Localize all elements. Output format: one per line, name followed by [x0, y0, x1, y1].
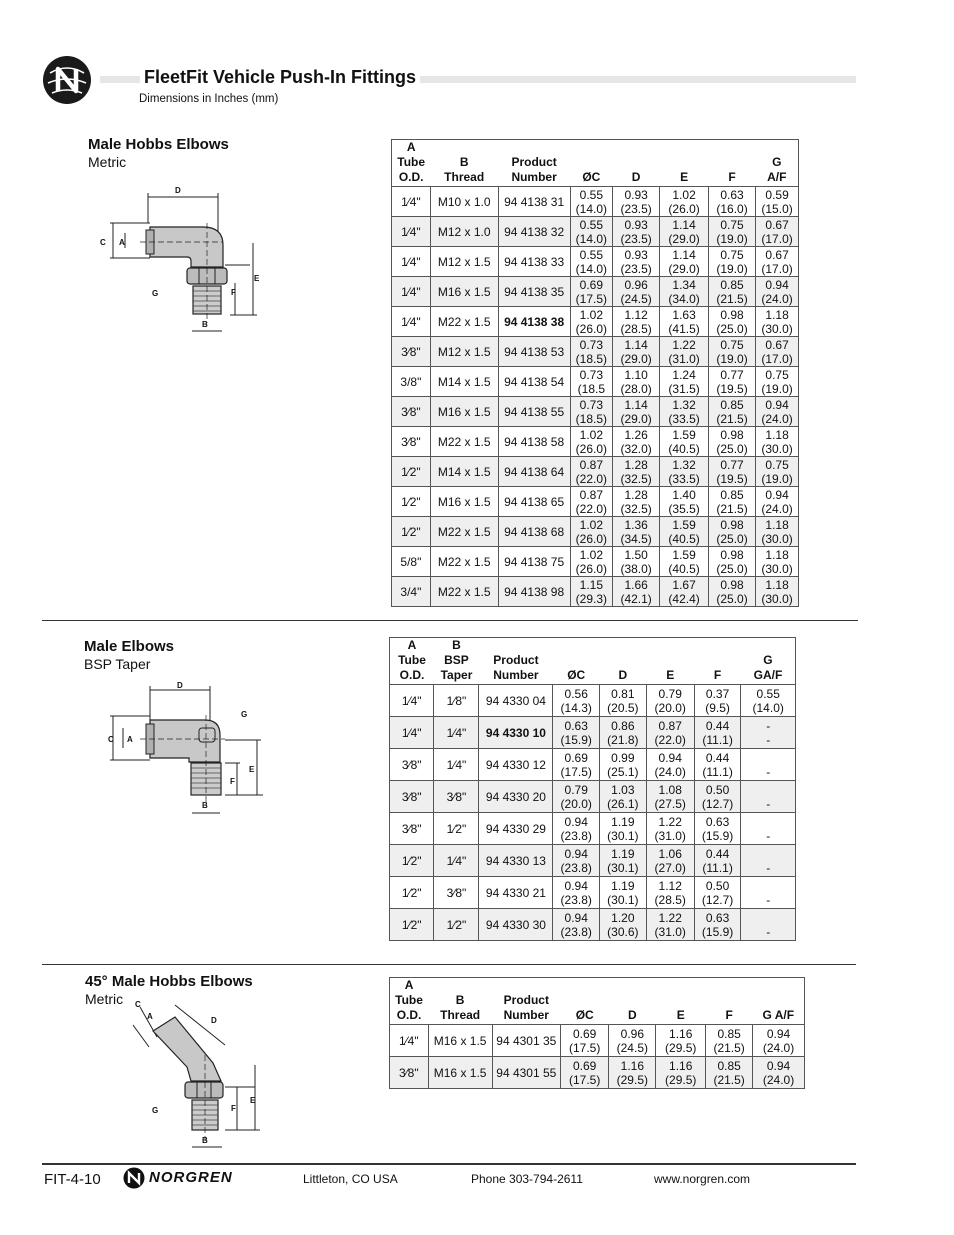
- column-header: G A/F: [756, 140, 799, 187]
- page-subtitle: Dimensions in Inches (mm): [139, 93, 279, 105]
- table-cell: 0.44 (11.1): [694, 717, 741, 749]
- table-cell: 1⁄4": [392, 247, 431, 277]
- table-row: [390, 717, 796, 749]
- page-title: FleetFit Vehicle Push-In Fittings: [140, 67, 420, 88]
- section-subtitle: Metric: [88, 154, 127, 170]
- table-cell: M22 x 1.5: [430, 517, 498, 547]
- table-cell: 0.69 (17.5): [560, 1057, 608, 1089]
- table-cell: 1⁄2": [390, 909, 434, 941]
- footer-website[interactable]: www.norgren.com: [654, 1172, 751, 1186]
- table-cell: 0.50 (12.7): [694, 877, 741, 909]
- column-header: Product Number: [498, 140, 570, 187]
- table-cell: 0.44 (11.1): [694, 845, 741, 877]
- section-subtitle: BSP Taper: [84, 656, 151, 672]
- table-cell: 0.85 (21.5): [708, 487, 755, 517]
- table-cell: 1⁄2": [392, 487, 431, 517]
- table-cell: 3⁄8": [390, 813, 434, 845]
- column-header: F: [708, 140, 755, 187]
- table-cell: 1.28 (32.5): [613, 487, 660, 517]
- table-cell: 0.75 (19.0): [756, 457, 799, 487]
- table-cell: 0.63 (16.0): [708, 187, 755, 217]
- table-cell: -: [741, 749, 796, 781]
- table-cell: 0.96 (24.5): [613, 277, 660, 307]
- table-cell: 0.37 (9.5): [694, 685, 741, 717]
- table-cell: 0.94 (24.0): [646, 749, 694, 781]
- table-row: [390, 845, 796, 877]
- table-cell: 94 4138 55: [498, 397, 570, 427]
- table-cell: 94 4138 68: [498, 517, 570, 547]
- table-cell: -: [741, 845, 796, 877]
- table-row: [392, 247, 799, 277]
- label-b: B: [202, 320, 208, 329]
- column-header: B BSP Taper: [434, 638, 479, 685]
- table-cell: 94 4301 35: [492, 1025, 560, 1057]
- section-divider: [42, 964, 856, 965]
- table-cell: M22 x 1.5: [430, 577, 498, 607]
- table-header-row: [392, 140, 799, 187]
- section-title: 45° Male Hobbs Elbows: [85, 973, 253, 990]
- 45-degree-male-hobbs-elbows-table: [389, 977, 805, 1089]
- table-cell: 0.81 (20.5): [600, 685, 647, 717]
- table-cell: 1.16 (29.5): [656, 1057, 706, 1089]
- table-cell: 94 4138 65: [498, 487, 570, 517]
- label-a: A: [147, 1012, 153, 1021]
- table-cell: 0.77 (19.5): [708, 457, 755, 487]
- table-cell: 94 4330 10: [479, 717, 553, 749]
- table-cell: 1.19 (30.1): [600, 813, 647, 845]
- table-cell: 1.02 (26.0): [570, 547, 612, 577]
- table-cell: 1⁄4": [390, 1025, 429, 1057]
- section-title: Male Elbows: [84, 638, 175, 655]
- table-cell: 0.96 (24.5): [609, 1025, 656, 1057]
- table-cell: 0.59 (15.0): [756, 187, 799, 217]
- table-cell: 1.18 (30.0): [756, 427, 799, 457]
- norgren-globe-logo: [42, 55, 92, 105]
- 45-degree-male-hobbs-elbow-diagram: [95, 995, 270, 1150]
- section-title: Male Hobbs Elbows: [88, 136, 229, 153]
- table-cell: 0.79 (20.0): [553, 781, 600, 813]
- table-cell: 0.73 (18.5: [570, 367, 612, 397]
- table-cell: 94 4330 13: [479, 845, 553, 877]
- table-cell: 0.55 (14.0): [570, 187, 612, 217]
- table-cell: 0.73 (18.5): [570, 337, 612, 367]
- table-cell: 0.94 (24.0): [756, 487, 799, 517]
- table-cell: 0.94 (23.8): [553, 845, 600, 877]
- table-cell: 1.14 (29.0): [613, 337, 660, 367]
- section-divider: [42, 620, 858, 621]
- table-cell: 1.26 (32.0): [613, 427, 660, 457]
- table-cell: 0.69 (17.5): [553, 749, 600, 781]
- male-hobbs-elbows-table: [391, 139, 799, 607]
- table-cell: 3/4": [392, 577, 431, 607]
- table-cell: 94 4138 31: [498, 187, 570, 217]
- table-cell: 1.28 (32.5): [613, 457, 660, 487]
- table-row: [392, 307, 799, 337]
- table-cell: 94 4330 20: [479, 781, 553, 813]
- table-row: [390, 909, 796, 941]
- table-cell: 1.10 (28.0): [613, 367, 660, 397]
- table-cell: M14 x 1.5: [430, 457, 498, 487]
- column-header: F: [694, 638, 741, 685]
- label-f: F: [230, 777, 235, 786]
- table-cell: 1⁄4": [434, 717, 479, 749]
- table-cell: 3⁄8": [392, 427, 431, 457]
- table-cell: 0.87 (22.0): [646, 717, 694, 749]
- table-cell: 94 4138 53: [498, 337, 570, 367]
- column-header: E: [646, 638, 694, 685]
- table-cell: 0.67 (17.0): [756, 247, 799, 277]
- table-cell: -: [741, 813, 796, 845]
- table-cell: 0.75 (19.0): [708, 247, 755, 277]
- table-cell: 1⁄4": [390, 717, 434, 749]
- table-cell: 0.85 (21.5): [708, 397, 755, 427]
- table-cell: 0.99 (25.1): [600, 749, 647, 781]
- table-cell: 1.19 (30.1): [600, 845, 647, 877]
- male-elbow-diagram: [95, 680, 270, 815]
- table-cell: 0.87 (22.0): [570, 487, 612, 517]
- label-g: G: [152, 1106, 159, 1115]
- table-cell: 1.32 (33.5): [660, 457, 709, 487]
- table-cell: -: [741, 877, 796, 909]
- column-header: ØC: [570, 140, 612, 187]
- label-e: E: [250, 1096, 256, 1105]
- column-header: G GA/F: [741, 638, 796, 685]
- label-d: D: [175, 186, 181, 195]
- table-cell: 1.34 (34.0): [660, 277, 709, 307]
- table-cell: 1.36 (34.5): [613, 517, 660, 547]
- table-cell: 1.14 (29.0): [660, 217, 709, 247]
- table-cell: 94 4138 75: [498, 547, 570, 577]
- section-subtitle: Metric: [85, 991, 124, 1007]
- table-cell: 0.63 (15.9): [694, 909, 741, 941]
- table-row: [390, 781, 796, 813]
- table-cell: 1.32 (33.5): [660, 397, 709, 427]
- table-cell: 3⁄8": [390, 1057, 429, 1089]
- table-row: [390, 877, 796, 909]
- table-cell: 1.18 (30.0): [756, 577, 799, 607]
- column-header: ØC: [560, 978, 608, 1025]
- table-cell: 0.94 (24.0): [753, 1057, 805, 1089]
- table-cell: M16 x 1.5: [430, 397, 498, 427]
- table-cell: 94 4330 29: [479, 813, 553, 845]
- table-row: [392, 487, 799, 517]
- table-cell: 1.02 (26.0): [570, 427, 612, 457]
- table-cell: 1.63 (41.5): [660, 307, 709, 337]
- table-cell: 94 4138 54: [498, 367, 570, 397]
- table-cell: 0.94 (24.0): [756, 397, 799, 427]
- table-cell: 0.85 (21.5): [708, 277, 755, 307]
- table-cell: 94 4138 32: [498, 217, 570, 247]
- table-cell: 1.03 (26.1): [600, 781, 647, 813]
- column-header: A Tube O.D.: [392, 140, 431, 187]
- column-header: B Thread: [428, 978, 492, 1025]
- table-cell: 1.22 (31.0): [660, 337, 709, 367]
- table-cell: 94 4330 04: [479, 685, 553, 717]
- table-cell: M22 x 1.5: [430, 307, 498, 337]
- table-row: [392, 217, 799, 247]
- table-cell: 1⁄4": [434, 749, 479, 781]
- column-header: B Thread: [430, 140, 498, 187]
- table-cell: 0.67 (17.0): [756, 337, 799, 367]
- table-cell: M16 x 1.5: [430, 487, 498, 517]
- table-cell: 1⁄4": [434, 845, 479, 877]
- table-cell: 1⁄2": [390, 877, 434, 909]
- table-cell: 1.20 (30.6): [600, 909, 647, 941]
- label-e: E: [254, 274, 260, 283]
- table-cell: 0.55 (14.0): [570, 247, 612, 277]
- table-cell: 3⁄8": [390, 749, 434, 781]
- table-cell: 1.16 (29.5): [609, 1057, 656, 1089]
- table-header-row: [390, 638, 796, 685]
- table-cell: 1.12 (28.5): [613, 307, 660, 337]
- table-header-row: [390, 978, 805, 1025]
- table-cell: 1⁄2": [392, 517, 431, 547]
- table-cell: M22 x 1.5: [430, 427, 498, 457]
- label-f: F: [231, 288, 236, 297]
- norgren-n-icon: [123, 1167, 145, 1189]
- column-header: D: [609, 978, 656, 1025]
- brand-name: NORGREN: [149, 1169, 233, 1186]
- table-cell: 94 4301 55: [492, 1057, 560, 1089]
- column-header: G A/F: [753, 978, 805, 1025]
- table-cell: 1⁄2": [390, 845, 434, 877]
- table-cell: 1.18 (30.0): [756, 547, 799, 577]
- label-a: A: [127, 735, 133, 744]
- label-d: D: [211, 1016, 217, 1025]
- table-cell: 0.93 (23.5): [613, 187, 660, 217]
- table-cell: 94 4138 58: [498, 427, 570, 457]
- column-header: Product Number: [492, 978, 560, 1025]
- table-row: [392, 397, 799, 427]
- table-cell: 1.02 (26.0): [570, 307, 612, 337]
- label-c: C: [100, 238, 106, 247]
- table-row: [392, 337, 799, 367]
- table-cell: M12 x 1.5: [430, 247, 498, 277]
- label-g: G: [241, 710, 248, 719]
- table-cell: 0.75 (19.0): [756, 367, 799, 397]
- table-cell: 94 4138 35: [498, 277, 570, 307]
- label-b: B: [202, 801, 208, 810]
- table-cell: 0.94 (24.0): [753, 1025, 805, 1057]
- table-cell: 0.77 (19.5): [708, 367, 755, 397]
- table-row: [392, 547, 799, 577]
- table-row: [390, 685, 796, 717]
- label-a: A: [119, 238, 125, 247]
- label-g: G: [152, 289, 159, 298]
- table-cell: 0.87 (22.0): [570, 457, 612, 487]
- table-cell: 1⁄4": [392, 307, 431, 337]
- table-cell: 0.79 (20.0): [646, 685, 694, 717]
- label-e: E: [249, 765, 255, 774]
- table-cell: 1.02 (26.0): [570, 517, 612, 547]
- table-row: [392, 457, 799, 487]
- table-cell: 0.98 (25.0): [708, 547, 755, 577]
- table-cell: 1.24 (31.5): [660, 367, 709, 397]
- table-cell: 1.14 (29.0): [613, 397, 660, 427]
- label-c: C: [135, 1000, 141, 1009]
- table-cell: 0.63 (15.9): [694, 813, 741, 845]
- table-cell: 1.18 (30.0): [756, 307, 799, 337]
- column-header: E: [656, 978, 706, 1025]
- table-cell: M12 x 1.5: [430, 337, 498, 367]
- table-cell: 1.15 (29.3): [570, 577, 612, 607]
- table-cell: 94 4138 33: [498, 247, 570, 277]
- table-row: [392, 427, 799, 457]
- table-cell: M10 x 1.0: [430, 187, 498, 217]
- table-cell: M14 x 1.5: [430, 367, 498, 397]
- table-cell: -: [741, 909, 796, 941]
- column-header: A Tube O.D.: [390, 638, 434, 685]
- table-cell: 94 4138 64: [498, 457, 570, 487]
- table-row: [390, 749, 796, 781]
- table-cell: 0.94 (23.8): [553, 877, 600, 909]
- table-cell: 1.02 (26.0): [660, 187, 709, 217]
- table-cell: 0.98 (25.0): [708, 517, 755, 547]
- table-cell: 0.75 (19.0): [708, 337, 755, 367]
- table-cell: 1.06 (27.0): [646, 845, 694, 877]
- table-cell: 94 4138 98: [498, 577, 570, 607]
- column-header: E: [660, 140, 709, 187]
- table-row: [392, 367, 799, 397]
- table-cell: 94 4138 38: [498, 307, 570, 337]
- table-cell: 3⁄8": [392, 397, 431, 427]
- table-cell: M16 x 1.5: [428, 1057, 492, 1089]
- table-cell: M16 x 1.5: [430, 277, 498, 307]
- table-cell: 0.67 (17.0): [756, 217, 799, 247]
- table-cell: 0.98 (25.0): [708, 427, 755, 457]
- page-code: FIT-4-10: [44, 1171, 101, 1188]
- table-cell: 0.86 (21.8): [600, 717, 647, 749]
- table-row: [390, 1025, 805, 1057]
- table-cell: 0.93 (23.5): [613, 247, 660, 277]
- column-header: ØC: [553, 638, 600, 685]
- label-d: D: [177, 681, 183, 690]
- table-cell: 0.85 (21.5): [706, 1057, 753, 1089]
- table-row: [392, 277, 799, 307]
- table-cell: 0.98 (25.0): [708, 307, 755, 337]
- table-cell: 1.40 (35.5): [660, 487, 709, 517]
- table-cell: 0.93 (23.5): [613, 217, 660, 247]
- table-cell: 0.55 (14.0): [741, 685, 796, 717]
- table-cell: 0.94 (24.0): [756, 277, 799, 307]
- table-cell: 0.69 (17.5): [570, 277, 612, 307]
- footer-location: Littleton, CO USA: [303, 1172, 398, 1186]
- table-cell: 1.22 (31.0): [646, 813, 694, 845]
- table-cell: 0.73 (18.5): [570, 397, 612, 427]
- table-row: [390, 1057, 805, 1089]
- table-cell: 1.18 (30.0): [756, 517, 799, 547]
- table-cell: 94 4330 30: [479, 909, 553, 941]
- table-cell: - -: [741, 717, 796, 749]
- table-cell: 1.59 (40.5): [660, 547, 709, 577]
- table-cell: 94 4330 12: [479, 749, 553, 781]
- table-cell: 0.94 (23.8): [553, 909, 600, 941]
- table-cell: M12 x 1.0: [430, 217, 498, 247]
- table-cell: 0.50 (12.7): [694, 781, 741, 813]
- column-header: F: [706, 978, 753, 1025]
- table-cell: 1.19 (30.1): [600, 877, 647, 909]
- table-cell: 1.59 (40.5): [660, 517, 709, 547]
- column-header: Product Number: [479, 638, 553, 685]
- table-cell: 1.22 (31.0): [646, 909, 694, 941]
- table-cell: 1⁄4": [390, 685, 434, 717]
- label-c: C: [108, 735, 114, 744]
- table-cell: 1⁄4": [392, 217, 431, 247]
- table-cell: 3/8": [392, 367, 431, 397]
- table-cell: 0.56 (14.3): [553, 685, 600, 717]
- column-header: D: [600, 638, 647, 685]
- table-cell: 0.69 (17.5): [560, 1025, 608, 1057]
- table-cell: 1⁄2": [392, 457, 431, 487]
- table-cell: 1.66 (42.1): [613, 577, 660, 607]
- table-cell: 1⁄4": [392, 187, 431, 217]
- table-cell: 3⁄8": [434, 781, 479, 813]
- table-cell: 1⁄2": [434, 909, 479, 941]
- table-cell: 1⁄8": [434, 685, 479, 717]
- table-cell: 1⁄2": [434, 813, 479, 845]
- table-row: [392, 577, 799, 607]
- table-cell: 1.59 (40.5): [660, 427, 709, 457]
- footer-rule: [42, 1163, 856, 1165]
- table-cell: 1.12 (28.5): [646, 877, 694, 909]
- table-cell: 3⁄8": [390, 781, 434, 813]
- table-cell: 1.67 (42.4): [660, 577, 709, 607]
- label-b: B: [202, 1136, 208, 1145]
- table-cell: 5/8": [392, 547, 431, 577]
- table-cell: 0.98 (25.0): [708, 577, 755, 607]
- table-cell: 1.50 (38.0): [613, 547, 660, 577]
- column-header: A Tube O.D.: [390, 978, 429, 1025]
- table-cell: 0.94 (23.8): [553, 813, 600, 845]
- table-cell: 0.63 (15.9): [553, 717, 600, 749]
- table-cell: 1⁄4": [392, 277, 431, 307]
- table-cell: M16 x 1.5: [428, 1025, 492, 1057]
- table-row: [392, 517, 799, 547]
- table-cell: -: [741, 781, 796, 813]
- table-cell: 0.44 (11.1): [694, 749, 741, 781]
- column-header: D: [613, 140, 660, 187]
- table-row: [390, 813, 796, 845]
- table-cell: M22 x 1.5: [430, 547, 498, 577]
- male-hobbs-elbow-diagram: [95, 183, 270, 333]
- table-cell: 94 4330 21: [479, 877, 553, 909]
- table-cell: 3⁄8": [392, 337, 431, 367]
- table-cell: 1.08 (27.5): [646, 781, 694, 813]
- male-elbows-table: [389, 637, 796, 941]
- table-cell: 1.14 (29.0): [660, 247, 709, 277]
- table-cell: 1.16 (29.5): [656, 1025, 706, 1057]
- table-cell: 3⁄8": [434, 877, 479, 909]
- label-f: F: [231, 1104, 236, 1113]
- table-row: [392, 187, 799, 217]
- table-cell: 0.75 (19.0): [708, 217, 755, 247]
- footer-phone: Phone 303-794-2611: [471, 1172, 583, 1186]
- table-cell: 0.85 (21.5): [706, 1025, 753, 1057]
- table-cell: 0.55 (14.0): [570, 217, 612, 247]
